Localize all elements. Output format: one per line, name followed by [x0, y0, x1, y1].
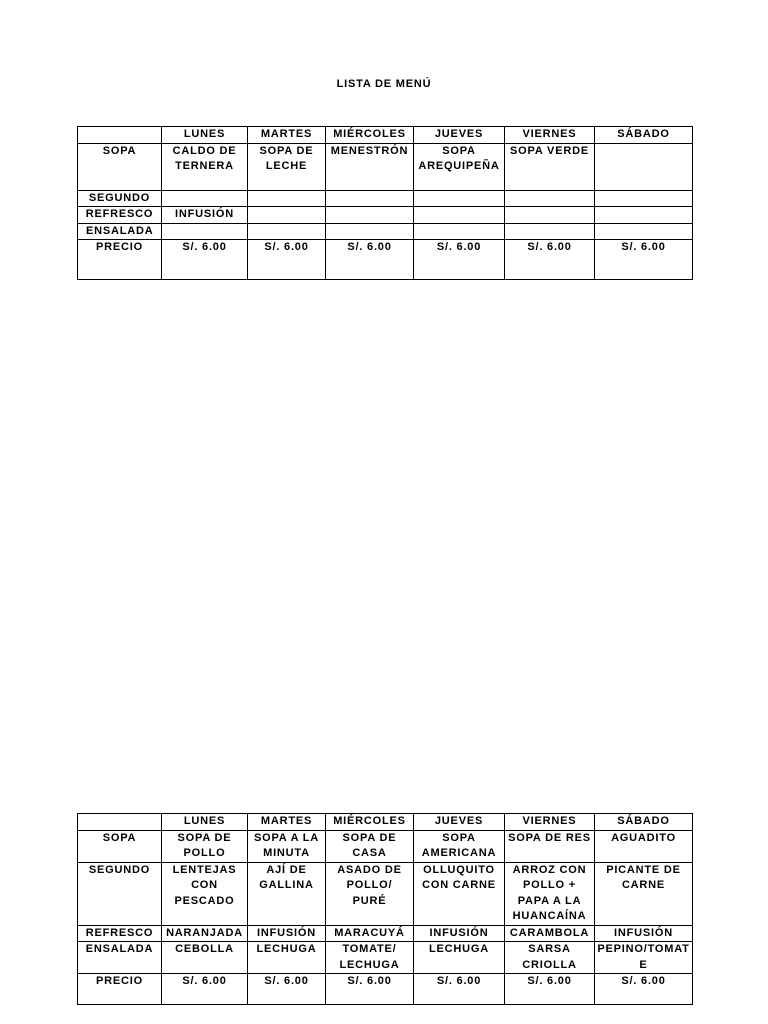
price-cell: S/. 6.00 — [595, 240, 693, 280]
table-cell: CARAMBOLA — [505, 925, 595, 942]
table-cell: SOPA DE LECHE — [248, 143, 326, 190]
price-cell: S/. 6.00 — [162, 974, 248, 1005]
table-cell: ARROZ CON POLLO + PAPA A LA HUANCAÍNA — [505, 862, 595, 925]
price-cell: S/. 6.00 — [326, 974, 414, 1005]
table-cell: SOPA AREQUIPEÑA — [414, 143, 505, 190]
day-header-miercoles: MIÉRCOLES — [326, 127, 414, 144]
row-label-refresco: REFRESCO — [78, 207, 162, 224]
table-cell — [414, 190, 505, 207]
day-header-lunes: LUNES — [162, 127, 248, 144]
table-cell: INFUSIÓN — [414, 925, 505, 942]
day-header-martes: MARTES — [248, 127, 326, 144]
price-cell: S/. 6.00 — [505, 240, 595, 280]
row-label-ensalada: ENSALADA — [78, 942, 162, 974]
table-cell: SARSA CRIOLLA — [505, 942, 595, 974]
price-cell: S/. 6.00 — [414, 974, 505, 1005]
table-cell: SOPA A LA MINUTA — [248, 830, 326, 862]
table-row — [78, 925, 693, 942]
price-cell: S/. 6.00 — [326, 240, 414, 280]
table-cell — [505, 223, 595, 240]
day-header-jueves: JUEVES — [414, 127, 505, 144]
table-row — [78, 190, 693, 207]
table-cell — [162, 190, 248, 207]
table-cell: OLLUQUITO CON CARNE — [414, 862, 505, 925]
day-header-sabado: SÁBADO — [595, 127, 693, 144]
row-label-segundo: SEGUNDO — [78, 190, 162, 207]
day-header-lunes: LUNES — [162, 814, 248, 831]
table-cell: SOPA DE POLLO — [162, 830, 248, 862]
table-cell: NARANJADA — [162, 925, 248, 942]
row-label-refresco: REFRESCO — [78, 925, 162, 942]
page-title: LISTA DE MENÚ — [336, 78, 432, 90]
table-cell: SOPA VERDE — [505, 143, 595, 190]
table-cell — [326, 207, 414, 224]
price-cell: S/. 6.00 — [162, 240, 248, 280]
price-cell: S/. 6.00 — [248, 974, 326, 1005]
table-cell — [595, 223, 693, 240]
table-cell: LENTEJAS CON PESCADO — [162, 862, 248, 925]
table-cell: MENESTRÓN — [326, 143, 414, 190]
table-cell: LECHUGA — [248, 942, 326, 974]
table-cell: SOPA DE CASA — [326, 830, 414, 862]
row-label-sopa: SOPA — [78, 830, 162, 862]
table-cell: SOPA AMERICANA — [414, 830, 505, 862]
table-header-row — [78, 127, 693, 144]
table-cell — [505, 190, 595, 207]
table-row — [78, 862, 693, 925]
table-header-row — [78, 814, 693, 831]
table-cell: INFUSIÓN — [595, 925, 693, 942]
table-cell: PICANTE DE CARNE — [595, 862, 693, 925]
corner-cell — [78, 814, 162, 831]
day-header-jueves: JUEVES — [414, 814, 505, 831]
price-cell: S/. 6.00 — [505, 974, 595, 1005]
table-row — [78, 830, 693, 862]
day-header-viernes: VIERNES — [505, 814, 595, 831]
table-cell: INFUSIÓN — [162, 207, 248, 224]
table-cell — [162, 223, 248, 240]
table-cell — [326, 223, 414, 240]
table-cell — [595, 190, 693, 207]
table-cell: ASADO DE POLLO/ PURÉ — [326, 862, 414, 925]
menu-table-week-2 — [77, 813, 693, 1005]
table-cell — [326, 190, 414, 207]
table-cell: AJÍ DE GALLINA — [248, 862, 326, 925]
row-label-precio: PRECIO — [78, 974, 162, 1005]
table-cell: AGUADITO — [595, 830, 693, 862]
table-cell — [248, 223, 326, 240]
table-cell: INFUSIÓN — [248, 925, 326, 942]
row-label-precio: PRECIO — [78, 240, 162, 280]
price-cell: S/. 6.00 — [248, 240, 326, 280]
table-cell: SOPA DE RES — [505, 830, 595, 862]
row-label-ensalada: ENSALADA — [78, 223, 162, 240]
table-cell: LECHUGA — [414, 942, 505, 974]
table-cell — [248, 207, 326, 224]
table-row — [78, 207, 693, 224]
table-row — [78, 223, 693, 240]
table-cell: CEBOLLA — [162, 942, 248, 974]
table-row — [78, 143, 693, 190]
table-cell — [595, 143, 693, 190]
table-cell: MARACUYÁ — [326, 925, 414, 942]
day-header-sabado: SÁBADO — [595, 814, 693, 831]
table-cell — [248, 190, 326, 207]
table-row — [78, 942, 693, 974]
row-label-segundo: SEGUNDO — [78, 862, 162, 925]
day-header-viernes: VIERNES — [505, 127, 595, 144]
table-cell: PEPINO/TOMATE — [595, 942, 693, 974]
table-cell — [414, 223, 505, 240]
table-cell — [505, 207, 595, 224]
table-cell — [414, 207, 505, 224]
price-cell: S/. 6.00 — [595, 974, 693, 1005]
table-cell — [595, 207, 693, 224]
day-header-miercoles: MIÉRCOLES — [326, 814, 414, 831]
price-cell: S/. 6.00 — [414, 240, 505, 280]
table-row — [78, 240, 693, 280]
corner-cell — [78, 127, 162, 144]
table-cell: CALDO DE TERNERA — [162, 143, 248, 190]
table-row — [78, 974, 693, 1005]
day-header-martes: MARTES — [248, 814, 326, 831]
row-label-sopa: SOPA — [78, 143, 162, 190]
menu-table-week-1 — [77, 126, 693, 280]
table-cell: TOMATE/ LECHUGA — [326, 942, 414, 974]
